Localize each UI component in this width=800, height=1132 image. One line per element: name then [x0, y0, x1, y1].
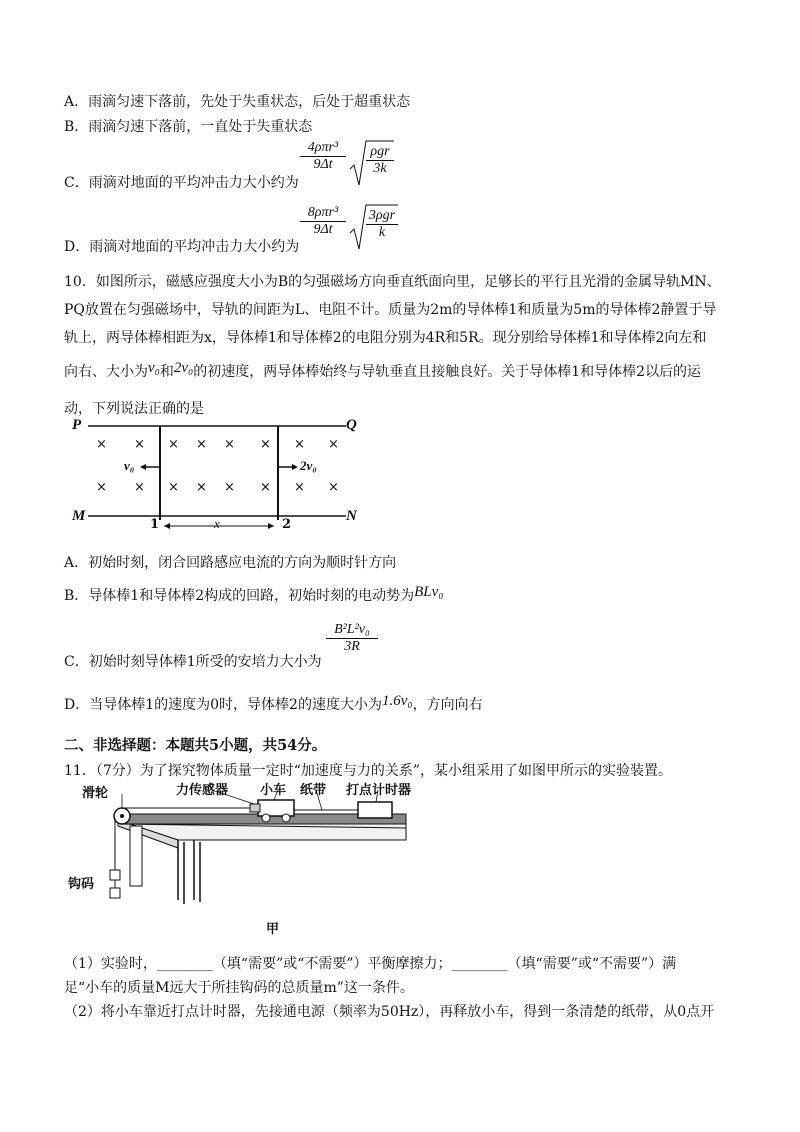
- q11-part-1-line-2: 足“小车的质量M远大于所挂钩码的总质量m”这一条件。: [64, 980, 414, 996]
- q10-line-1: 10．如图所示，磁感应强度大小为B的匀强磁场方向垂直纸面向里，足够长的平行且光滑的金属导轨MN、: [64, 274, 721, 290]
- q10-option-d: [64, 694, 483, 714]
- q9-c-rad-denominator: 3k: [366, 160, 394, 177]
- q9-c-rad-numerator: ρgr: [370, 144, 390, 159]
- q9-c-fraction: [300, 140, 346, 173]
- q10-option-b-expr: BLv₀: [414, 584, 444, 600]
- q9-c-numerator: 4ρπr³: [307, 140, 339, 155]
- label-p: P: [72, 417, 82, 433]
- label-hook-weights: 钩码: [68, 877, 95, 892]
- q10-line-5: 动，下列说法正确的是: [64, 401, 204, 417]
- q10-line-4-a: 向右、大小为: [64, 364, 148, 380]
- svg-text:×: ×: [134, 480, 145, 495]
- section-2-title: 二、非选择题：本题共5小题，共54分。: [64, 737, 327, 754]
- q11-part-2: （2）将小车靠近打点计时器，先接通电源（频率为50Hz），再释放小车，得到一条清楚的纸带，从0点开: [64, 1004, 715, 1020]
- q10-option-d-expr: 1.6v₀: [381, 693, 413, 709]
- label-paper-tape: 纸带: [300, 783, 327, 798]
- q10-c-denominator: 3R: [326, 638, 378, 655]
- q9-option-b: B．雨滴匀速下落前，一直处于失重状态: [64, 119, 313, 135]
- q10-option-d-tail: ，方向向右: [412, 697, 483, 713]
- svg-text:×: ×: [168, 437, 179, 452]
- q9-option-a: A．雨滴匀速下落前，先处于失重状态，后处于超重状态: [64, 94, 411, 110]
- q10-line-3: 轨上，两导体棒相距为x，导体棒1和导体棒2的电阻分别为4R和5R。现分别给导体棒1和导体棒2向左和: [64, 330, 707, 346]
- label-rod-2: 2: [282, 517, 292, 532]
- label-cart: 小车: [260, 783, 287, 798]
- svg-text:×: ×: [294, 480, 305, 495]
- svg-text:×: ×: [294, 437, 305, 452]
- q9-c-radicand: [366, 144, 394, 177]
- label-x: x: [214, 516, 220, 531]
- q10-and: 和: [159, 364, 174, 380]
- q9-d-denominator: 9Δt: [300, 221, 346, 238]
- q9-d-radicand: [366, 208, 398, 241]
- q10-option-b-text: B．导体棒1和导体棒2构成的回路，初始时刻的电动势为: [64, 588, 415, 604]
- label-v0: v₀: [124, 458, 135, 473]
- svg-text:×: ×: [260, 437, 271, 452]
- svg-text:×: ×: [260, 480, 271, 495]
- q10-2v0: 2v₀: [173, 360, 194, 376]
- q11-part-1-line-1: （1）实验时，________（填“需要”或“不需要”）平衡摩擦力；________（填“需要”或“不需要”）满: [64, 956, 677, 972]
- label-m: M: [72, 508, 86, 524]
- q10-option-c: C．初始时刻导体棒1所受的安培力大小为: [64, 654, 322, 670]
- q10-c-fraction: [326, 622, 378, 655]
- svg-text:×: ×: [224, 480, 235, 495]
- q10-v0: v₀: [148, 360, 160, 376]
- hook-weights: [110, 870, 120, 880]
- label-force-sensor: 力传感器: [176, 783, 229, 798]
- svg-text:×: ×: [134, 437, 145, 452]
- q11-intro: 11．（7分）为了探究物体质量一定时“加速度与力的关系”，某小组采用了如图甲所示的实验装置。: [64, 763, 673, 779]
- svg-text:×: ×: [196, 437, 207, 452]
- q10-line-4: [64, 361, 701, 381]
- svg-text:×: ×: [96, 480, 107, 495]
- force-sensor: [250, 804, 260, 812]
- q9-option-d: D．雨滴对地面的平均冲击力大小约为: [64, 239, 300, 255]
- label-pulley: 滑轮: [82, 786, 109, 801]
- q10-option-d-text: D．当导体棒1的速度为0时，导体棒2的速度大小为: [64, 697, 382, 713]
- q9-d-fraction: [300, 205, 346, 238]
- label-rod-1: 1: [150, 517, 160, 532]
- figure-caption: 甲: [266, 922, 280, 937]
- label-timer: 打点计时器: [346, 783, 412, 798]
- svg-text:×: ×: [328, 437, 339, 452]
- q10-c-numerator: B²L²v₀: [334, 622, 370, 637]
- svg-text:×: ×: [196, 480, 207, 495]
- timer: [358, 802, 392, 818]
- label-q: Q: [346, 417, 357, 433]
- svg-text:×: ×: [168, 480, 179, 495]
- svg-text:×: ×: [224, 437, 235, 452]
- label-n: N: [346, 508, 357, 524]
- cart: [258, 800, 294, 816]
- q9-d-rad-numerator: 3ρgr: [368, 208, 396, 223]
- label-2v0: 2v₀: [300, 458, 317, 473]
- q11-apparatus-figure: [60, 780, 440, 940]
- q9-option-c: C．雨滴对地面的平均冲击力大小约为: [64, 175, 299, 191]
- q10-line-4-b: 的初速度，两导体棒始终与导轨垂直且接触良好。关于导体棒1和导体棒2以后的运: [193, 364, 702, 380]
- q10-option-a: A．初始时刻，闭合回路感应电流的方向为顺时针方向: [64, 555, 397, 571]
- q10-option-b: [64, 585, 444, 605]
- q9-d-numerator: 8ρπr³: [307, 205, 339, 220]
- q10-line-2: PQ放置在匀强磁场中，导轨的间距为L、电阻不计。质量为2m的导体棒1和质量为5m的导体棒2静置于导: [64, 302, 717, 318]
- svg-text:×: ×: [328, 480, 339, 495]
- q9-d-rad-denominator: k: [366, 224, 398, 241]
- svg-text:×: ×: [96, 437, 107, 452]
- q9-c-denominator: 9Δt: [300, 156, 346, 173]
